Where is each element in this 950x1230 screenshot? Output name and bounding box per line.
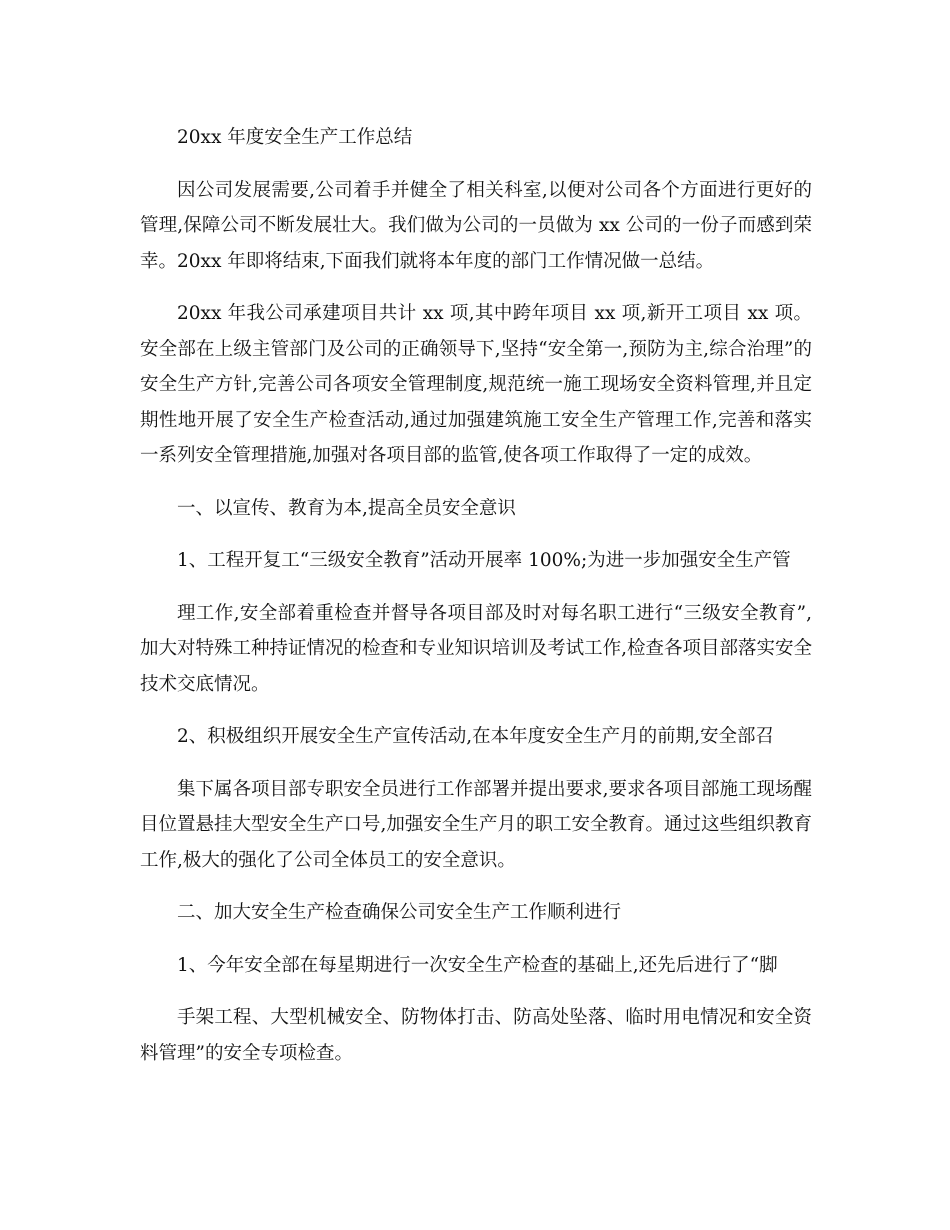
paragraph-item-1-1-lead: 1、工程开复工“三级安全教育”活动开展率 100%;为进一步加强安全生产管 bbox=[177, 550, 791, 571]
paragraph-item-2-1-lead: 1、今年安全部在每星期进行一次安全生产检查的基础上,还先后进行了“脚 bbox=[177, 954, 778, 976]
paragraph-intro: 因公司发展需要,公司着手并健全了相关科室,以便对公司各个方面进行更好的管理,保障公司不断发展壮大。我们做为公司的一员做为 xx 公司的一份子而感到荣幸。20xx 年即将结束,下面我们就将本年度的部门工作情况做一总结。 bbox=[140, 179, 812, 272]
paragraph-item-2-1-body: 手架工程、大型机械安全、防物体打击、防高处坠落、临时用电情况和安全资料管理”的安全专项检查。 bbox=[140, 1007, 812, 1064]
paragraph-item-1-2-lead: 2、积极组织开展安全生产宣传活动,在本年度安全生产月的前期,安全部召 bbox=[177, 726, 775, 747]
section-heading-1: 一、以宣传、教育为本,提高全员安全意识 bbox=[177, 497, 516, 519]
document-body bbox=[140, 120, 812, 1088]
paragraph-overview: 20xx 年我公司承建项目共计 xx 项,其中跨年项目 xx 项,新开工项目 xx 项。安全部在上级主管部门及公司的正确领导下,坚持“安全第一,预防为主,综合治理”的安全生产方针,完善公司各项安全管理制度,规范统一施工现场安全资料管理,并且定期性地开展了安全生产检查活动,通过加强建筑施工安全生产管理工作,完善和落实一系列安全管理措施,加强对各项目部的监管,使各项工作取得了一定的成效。 bbox=[140, 303, 812, 466]
paragraph-item-1-1-body: 理工作,安全部着重检查并督导各项目部及时对每名职工进行“三级安全教育”,加大对特殊工种持证情况的检查和专业知识培训及考试工作,检查各项目部落实安全技术交底情况。 bbox=[140, 602, 812, 695]
paragraph-item-1-2-body: 集下属各项目部专职安全员进行工作部署并提出要求,要求各项目部施工现场醒目位置悬挂大型安全生产口号,加强安全生产月的职工安全教育。通过这些组织教育工作,极大的强化了公司全体员工的安全意识。 bbox=[140, 778, 812, 871]
section-heading-2: 二、加大安全生产检查确保公司安全生产工作顺利进行 bbox=[177, 902, 622, 923]
document-title: 20xx 年度安全生产工作总结 bbox=[177, 127, 413, 148]
